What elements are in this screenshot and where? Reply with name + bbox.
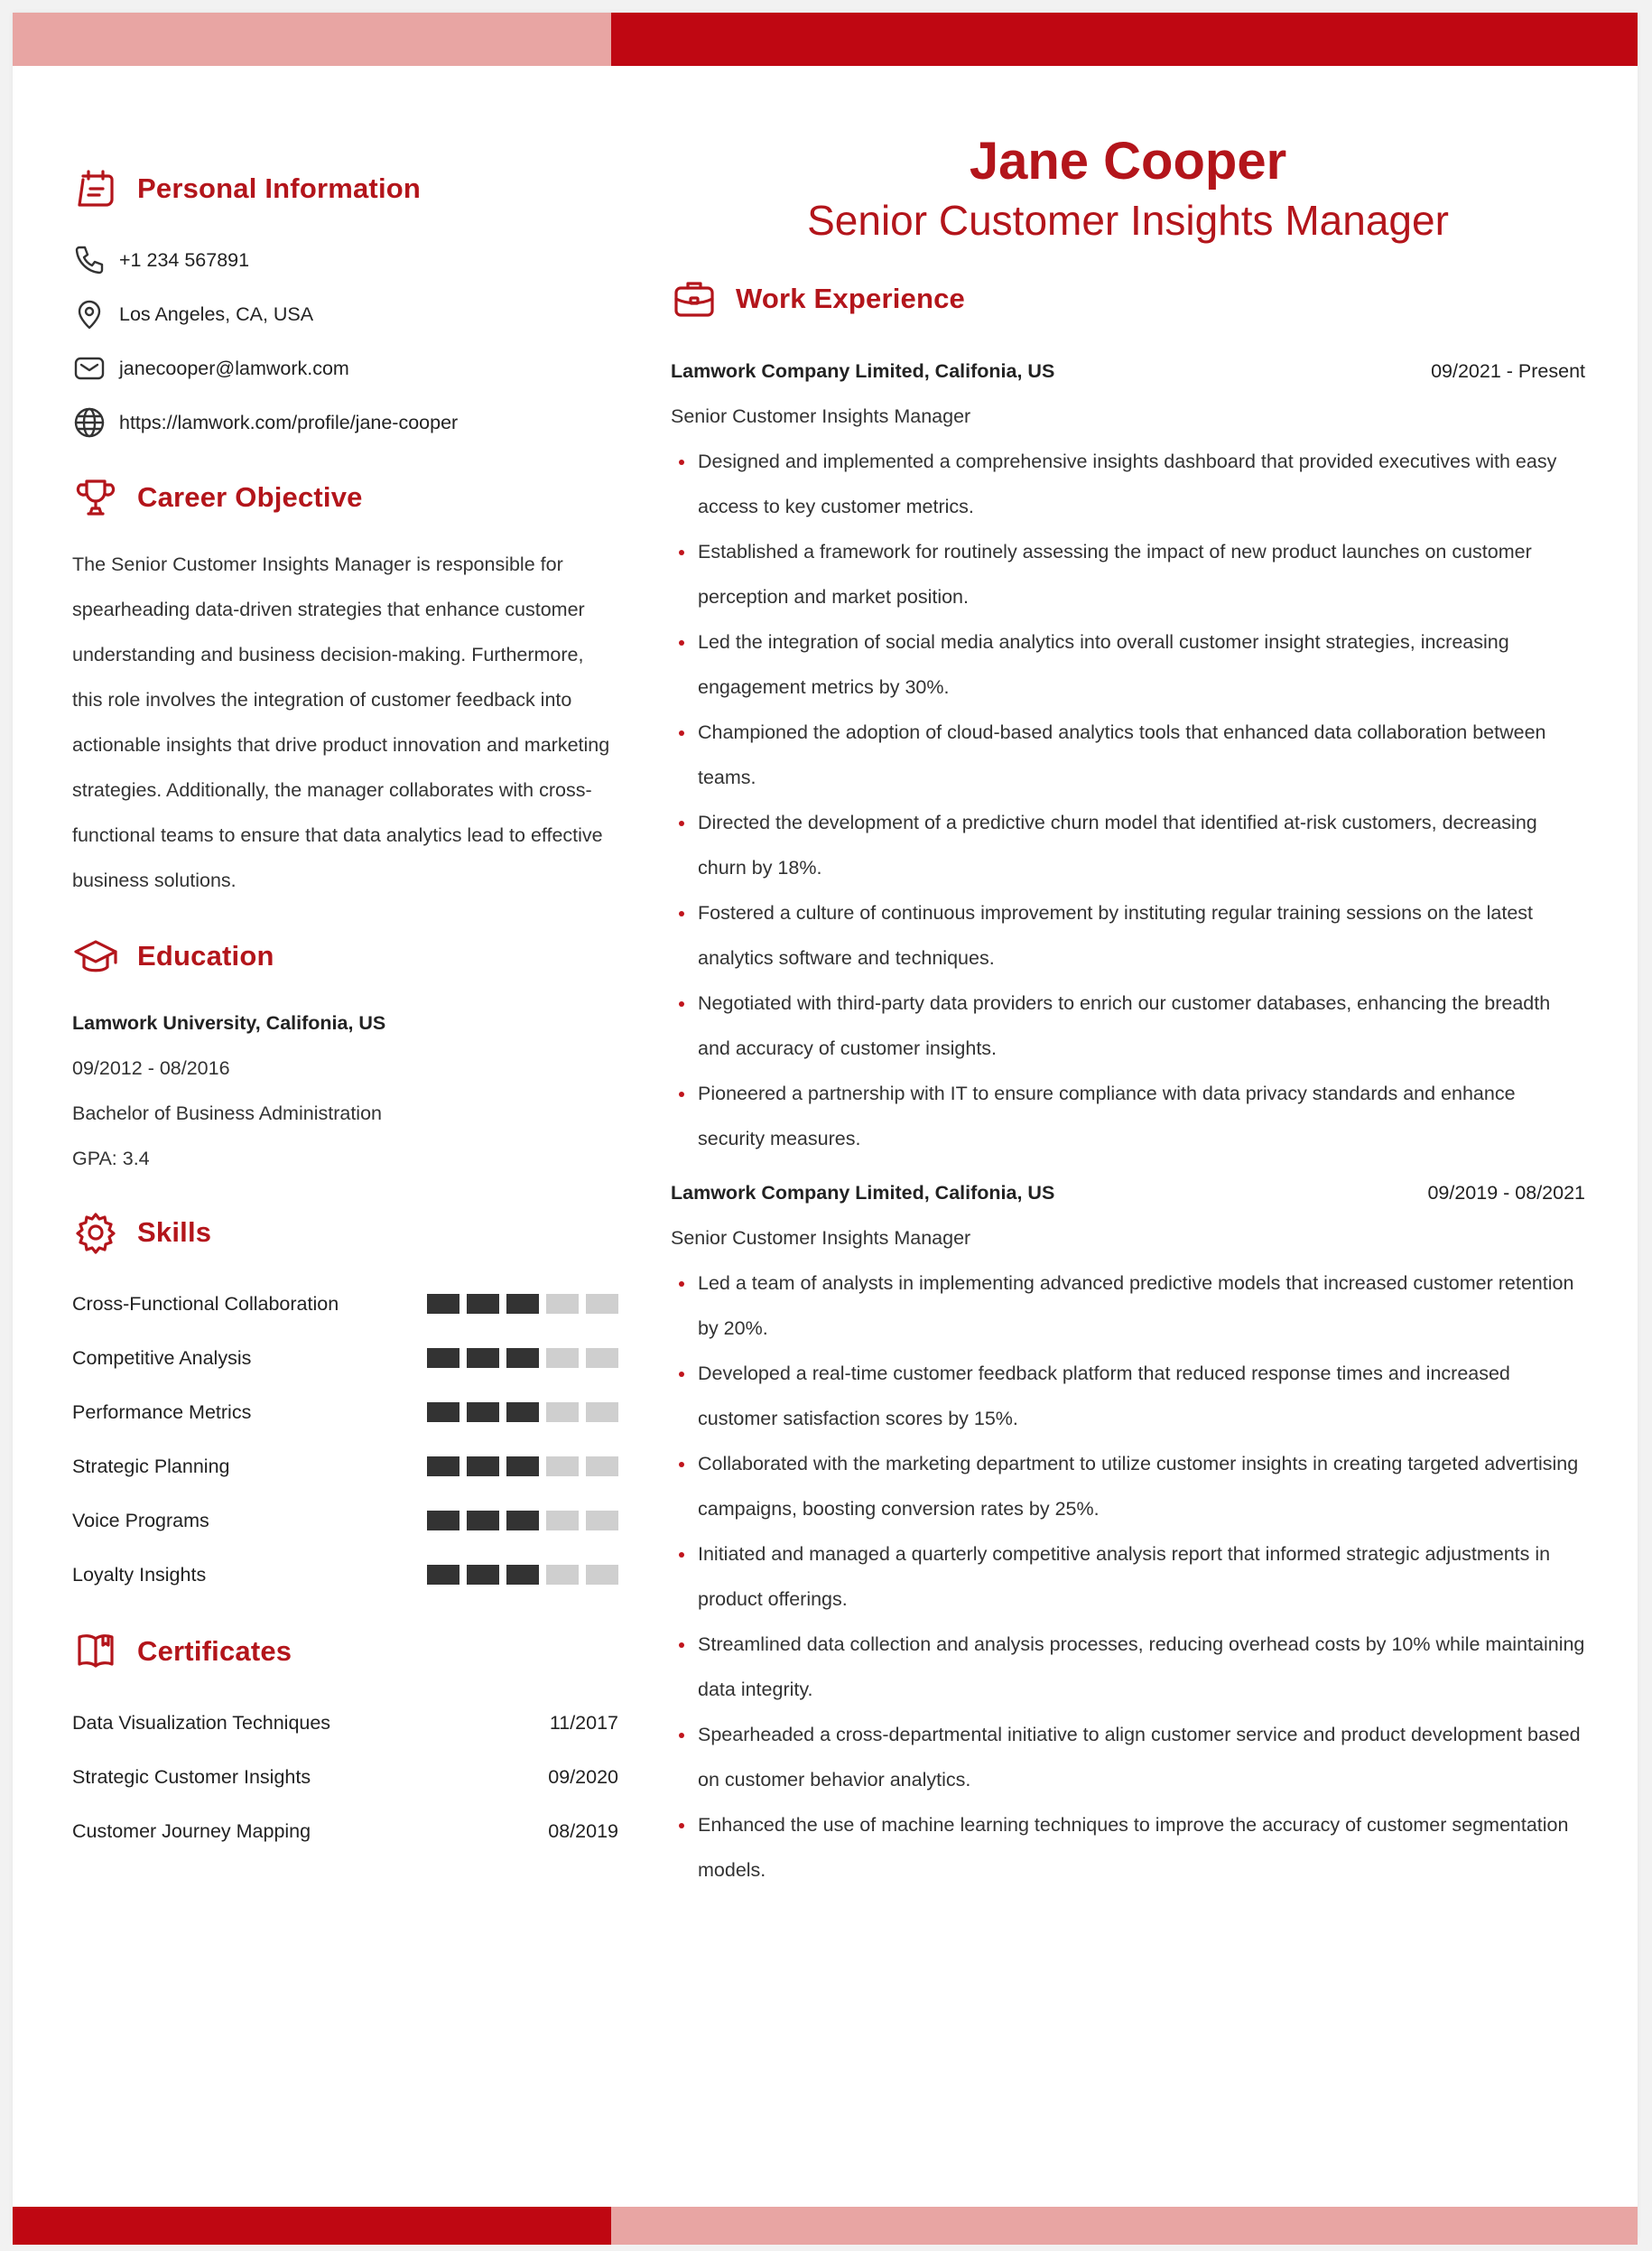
skill-row <box>72 1493 618 1548</box>
skill-level-meter <box>427 1294 618 1314</box>
education-degree: Bachelor of Business Administration <box>72 1102 382 1124</box>
job-bullet: Streamlined data collection and analysis processes, reducing overhead costs by 10% while maintaining data integrity. <box>671 1622 1585 1712</box>
skill-level-filled <box>427 1402 459 1422</box>
phone-icon <box>72 243 107 277</box>
skill-level-empty <box>586 1565 618 1585</box>
job-header <box>671 1170 1585 1215</box>
personal-info-header <box>72 157 618 220</box>
skill-level-empty <box>546 1511 579 1530</box>
job-bullet: Championed the adoption of cloud-based analytics tools that enhanced data collaboration between teams. <box>671 710 1585 800</box>
career-objective-header <box>72 466 618 529</box>
skill-level-meter <box>427 1565 618 1585</box>
skill-name: Competitive Analysis <box>72 1346 252 1369</box>
job-bullet: Led the integration of social media analytics into overall customer insight strategies, increasing engagement metrics by 30%. <box>671 619 1585 710</box>
section-title: Personal Information <box>137 172 422 204</box>
certificate-date: 11/2017 <box>549 1711 618 1734</box>
top-accent-bar-light <box>13 13 611 66</box>
certificates-header <box>72 1620 618 1683</box>
section-title: Work Experience <box>736 283 965 314</box>
section-title: Career Objective <box>137 481 363 513</box>
job-header <box>671 349 1585 394</box>
job-bullets <box>671 1260 1585 1893</box>
job-company: Lamwork Company Limited, Califonia, US <box>671 1182 1055 1204</box>
certificate-name: Customer Journey Mapping <box>72 1819 311 1842</box>
skill-row <box>72 1548 618 1602</box>
skill-level-filled <box>506 1565 539 1585</box>
graduation-cap-icon <box>70 931 121 981</box>
skill-level-filled <box>427 1348 459 1368</box>
job-bullet: Established a framework for routinely assessing the impact of new product launches on customer perception and market position. <box>671 529 1585 619</box>
education-entry <box>72 1000 618 1181</box>
certificate-row <box>72 1804 618 1858</box>
job-bullet: Initiated and managed a quarterly competitive analysis report that informed strategic adjustments in product offerings. <box>671 1531 1585 1622</box>
job-company: Lamwork Company Limited, Califonia, US <box>671 360 1055 382</box>
certificate-date: 08/2019 <box>548 1819 618 1842</box>
job-bullet: Led a team of analysts in implementing advanced predictive models that increased customer retention by 20%. <box>671 1260 1585 1351</box>
contact-email <box>72 341 618 395</box>
skill-name: Strategic Planning <box>72 1455 230 1477</box>
job-dates: 09/2021 - Present <box>1431 360 1585 382</box>
skill-name: Cross-Functional Collaboration <box>72 1292 339 1315</box>
skills-header <box>72 1201 618 1264</box>
resume-page <box>13 13 1638 2238</box>
job-bullet: Spearheaded a cross-departmental initiative to align customer service and product development based on customer behavior analytics. <box>671 1712 1585 1802</box>
contact-website <box>72 395 618 450</box>
globe-icon <box>72 405 107 440</box>
section-title: Education <box>137 940 274 972</box>
education-school: Lamwork University, Califonia, US <box>72 1012 386 1034</box>
job-role: Senior Customer Insights Manager <box>671 405 971 427</box>
education-dates: 09/2012 - 08/2016 <box>72 1057 230 1079</box>
bottom-accent-bar-light <box>611 2207 1638 2245</box>
job-bullet: Designed and implemented a comprehensive insights dashboard that provided executives with easy access to key customer metrics. <box>671 439 1585 529</box>
skill-level-meter <box>427 1348 618 1368</box>
certificate-date: 09/2020 <box>548 1765 618 1788</box>
work-experience-header <box>671 267 1585 330</box>
skill-level-meter <box>427 1456 618 1476</box>
skill-level-filled <box>467 1565 499 1585</box>
certificate-row <box>72 1750 618 1804</box>
contact-phone <box>72 233 618 287</box>
location-pin-icon <box>72 297 107 331</box>
skill-level-filled <box>506 1294 539 1314</box>
jobs-list <box>671 349 1585 1893</box>
skill-level-filled <box>427 1456 459 1476</box>
website-link[interactable]: https://lamwork.com/profile/jane-cooper <box>119 411 459 433</box>
skill-name: Performance Metrics <box>72 1400 252 1423</box>
job-dates: 09/2019 - 08/2021 <box>1427 1182 1585 1204</box>
candidate-title: Senior Customer Insights Manager <box>807 197 1449 244</box>
skill-level-filled <box>467 1402 499 1422</box>
education-gpa: GPA: 3.4 <box>72 1148 150 1169</box>
skill-name: Voice Programs <box>72 1509 209 1531</box>
skill-row <box>72 1439 618 1493</box>
location-text: Los Angeles, CA, USA <box>119 302 314 325</box>
certificates-list <box>72 1696 618 1858</box>
skill-name: Loyalty Insights <box>72 1563 207 1586</box>
certificate-row <box>72 1696 618 1750</box>
job-entry <box>671 349 1585 1161</box>
job-bullets <box>671 439 1585 1161</box>
skill-level-empty <box>546 1402 579 1422</box>
skill-row <box>72 1277 618 1331</box>
right-column <box>671 130 1585 1893</box>
skill-row <box>72 1331 618 1385</box>
education-header <box>72 925 618 988</box>
skill-level-empty <box>546 1565 579 1585</box>
contact-location <box>72 287 618 341</box>
skill-level-empty <box>586 1456 618 1476</box>
skill-level-filled <box>467 1456 499 1476</box>
job-bullet: Fostered a culture of continuous improvement by instituting regular training sessions on the latest analytics software and techniques. <box>671 890 1585 981</box>
section-title: Skills <box>137 1216 212 1248</box>
skill-level-empty <box>586 1294 618 1314</box>
briefcase-icon <box>669 274 719 324</box>
candidate-name: Jane Cooper <box>969 132 1287 191</box>
skill-level-empty <box>586 1348 618 1368</box>
objective-text: The Senior Customer Insights Manager is responsible for spearheading data-driven strategies that enhance customer understanding and business decision-making. Furthermore, this role involves the integration of customer feedback into actionable insights that drive product innovation and marketing strategies. Additionally, the manager collaborates with cross-functional teams to ensure that data analytics lead to effective business solutions. <box>72 553 610 891</box>
skill-row <box>72 1385 618 1439</box>
skill-level-empty <box>546 1294 579 1314</box>
mail-icon <box>72 351 107 386</box>
bottom-accent-bar-dark <box>13 2207 611 2245</box>
skill-level-filled <box>467 1511 499 1530</box>
skill-level-empty <box>546 1348 579 1368</box>
job-bullet: Directed the development of a predictive churn model that identified at-risk customers, decreasing churn by 18%. <box>671 800 1585 890</box>
top-accent-bar-dark <box>611 13 1638 66</box>
phone-text: +1 234 567891 <box>119 248 250 271</box>
job-bullet: Pioneered a partnership with IT to ensure compliance with data privacy standards and enhance security measures. <box>671 1071 1585 1161</box>
skill-level-filled <box>467 1294 499 1314</box>
certificate-name: Data Visualization Techniques <box>72 1711 331 1734</box>
skills-list <box>72 1277 618 1602</box>
contact-list <box>72 233 618 450</box>
section-title: Certificates <box>137 1635 292 1667</box>
skill-level-empty <box>586 1402 618 1422</box>
skill-level-empty <box>586 1511 618 1530</box>
job-entry <box>671 1170 1585 1893</box>
skill-level-filled <box>506 1402 539 1422</box>
job-bullet: Enhanced the use of machine learning techniques to improve the accuracy of customer segmentation models. <box>671 1802 1585 1893</box>
skill-level-empty <box>546 1456 579 1476</box>
job-bullet: Collaborated with the marketing department to utilize customer insights in creating targeted advertising campaigns, boosting conversion rates by 25%. <box>671 1441 1585 1531</box>
job-bullet: Developed a real-time customer feedback platform that reduced response times and increased customer satisfaction scores by 15%. <box>671 1351 1585 1441</box>
skill-level-meter <box>427 1402 618 1422</box>
skill-level-meter <box>427 1511 618 1530</box>
open-book-icon <box>70 1626 121 1677</box>
skill-level-filled <box>506 1511 539 1530</box>
skill-level-filled <box>427 1565 459 1585</box>
skill-level-filled <box>467 1348 499 1368</box>
email-text[interactable]: janecooper@lamwork.com <box>119 357 349 379</box>
id-card-icon <box>70 163 121 214</box>
gear-icon <box>70 1207 121 1258</box>
trophy-icon <box>70 472 121 523</box>
skill-level-filled <box>506 1348 539 1368</box>
job-bullet: Negotiated with third-party data providers to enrich our customer databases, enhancing the breadth and accuracy of customer insights. <box>671 981 1585 1071</box>
left-column <box>72 157 618 1858</box>
skill-level-filled <box>506 1456 539 1476</box>
job-role: Senior Customer Insights Manager <box>671 1227 971 1249</box>
skill-level-filled <box>427 1511 459 1530</box>
skill-level-filled <box>427 1294 459 1314</box>
certificate-name: Strategic Customer Insights <box>72 1765 311 1788</box>
